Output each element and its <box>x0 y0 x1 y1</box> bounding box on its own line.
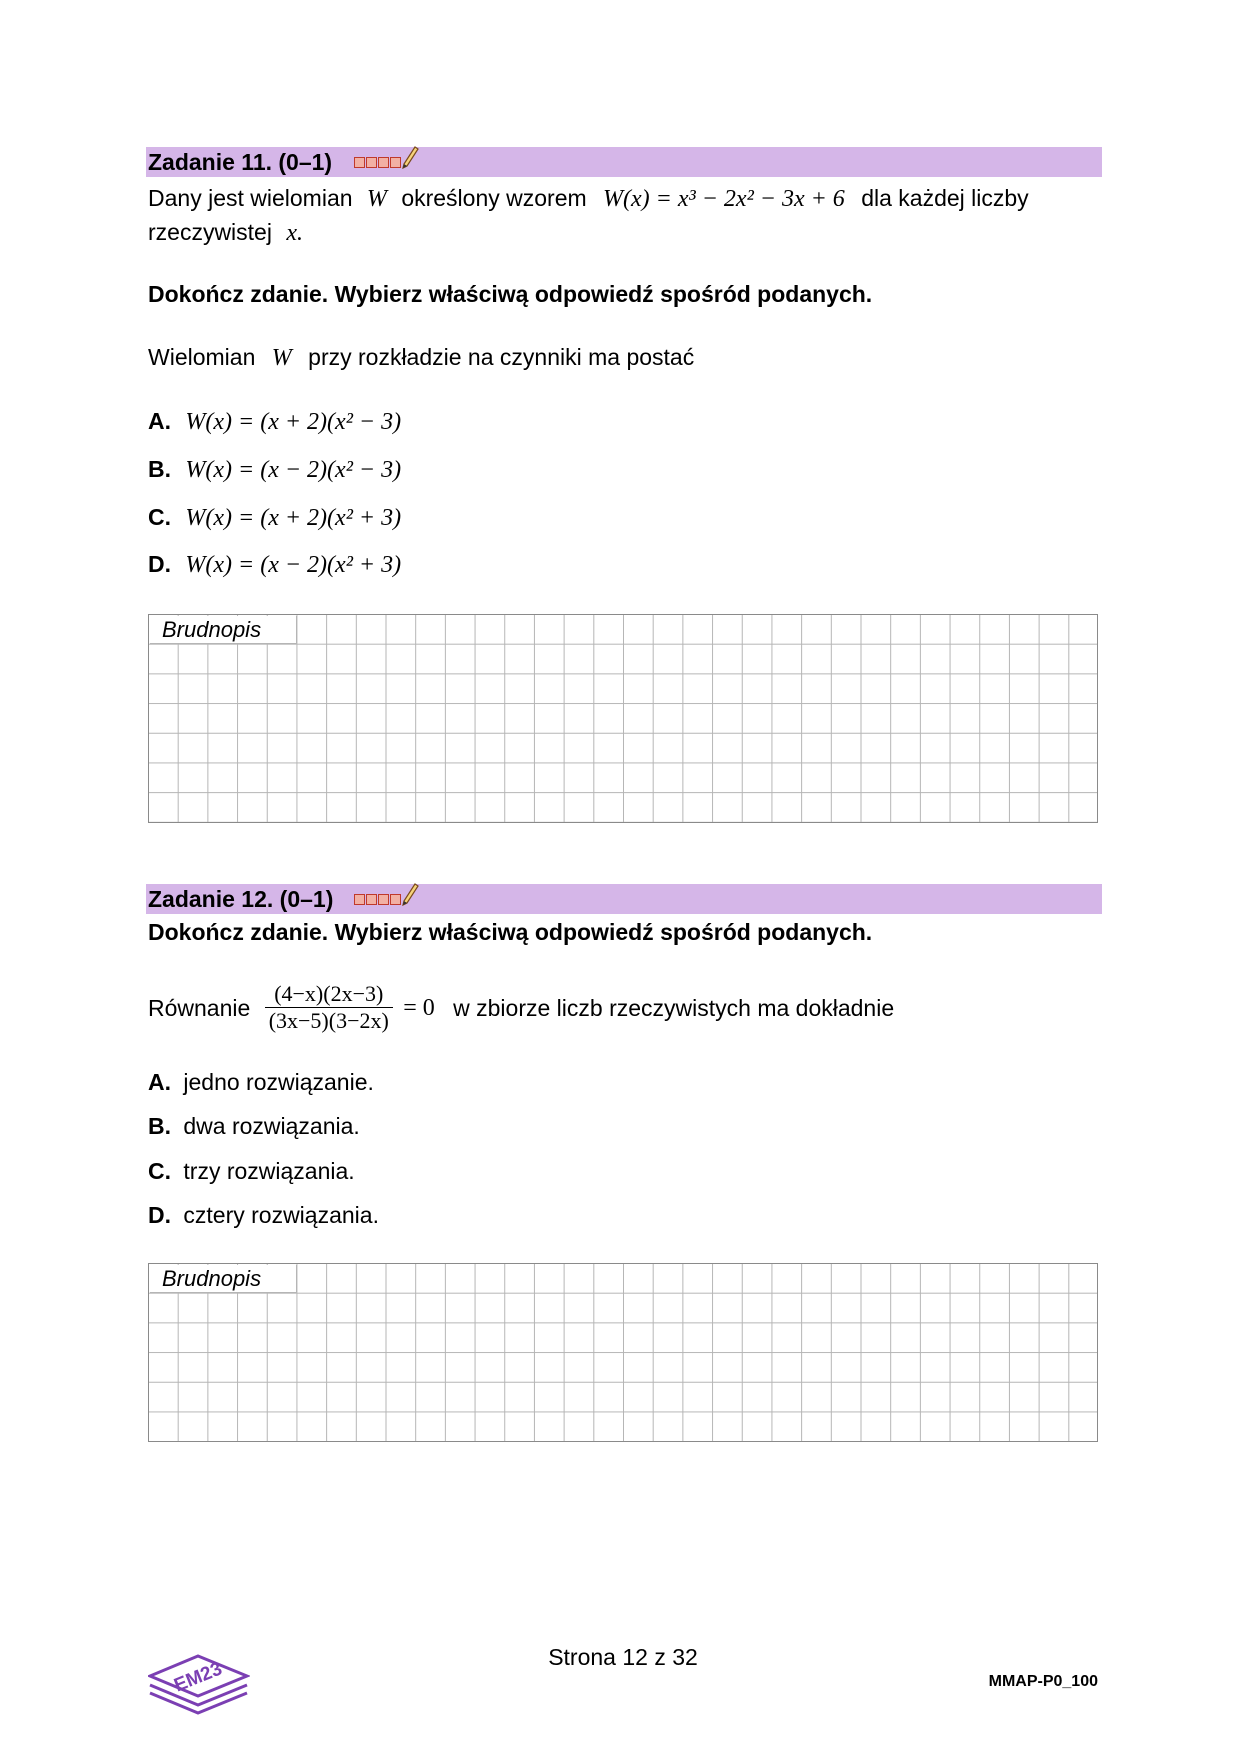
equals-zero: = 0 <box>403 994 435 1021</box>
option-text: trzy rozwiązania. <box>183 1158 355 1184</box>
stem-text-a: Równanie <box>148 994 251 1021</box>
option-letter: A. <box>148 408 171 434</box>
task-12-score-boxes <box>354 894 402 905</box>
task-11-option-c[interactable] <box>148 503 401 532</box>
intro-text-c: dla każdej liczby <box>861 185 1029 211</box>
task-11-instruction: Dokończ zdanie. Wybierz właściwą odpowiedź spośród podanych. <box>148 281 873 307</box>
task-11-option-d[interactable] <box>148 550 401 579</box>
option-letter: D. <box>148 551 171 577</box>
stem-text-b: przy rozkładzie na czynniki ma postać <box>308 344 695 370</box>
scratch-label: Brudnopis <box>150 616 297 644</box>
task-12-option-a[interactable] <box>148 1068 374 1096</box>
em23-logo <box>148 1643 250 1715</box>
symbol-w: W <box>366 186 387 212</box>
option-letter: B. <box>148 1113 171 1139</box>
task-11-header <box>146 147 1102 177</box>
option-text: W(x) = (x + 2)(x² + 3) <box>185 505 402 531</box>
task-11-intro-line1 <box>148 184 1029 213</box>
stem-text-b: w zbiorze liczb rzeczywistych ma dokładnie <box>453 994 895 1021</box>
intro-text-d: rzeczywistej <box>148 219 272 245</box>
pencil-icon <box>400 143 420 169</box>
polynomial-formula: W(x) = x³ − 2x² − 3x + 6 <box>603 186 845 212</box>
symbol-x: x. <box>286 220 304 246</box>
scratch-label: Brudnopis <box>150 1265 297 1293</box>
task-11-scratch-grid[interactable] <box>148 614 1098 823</box>
task-12-option-c[interactable] <box>148 1157 355 1185</box>
svg-text:EM23: EM23 <box>171 1658 226 1697</box>
option-letter: C. <box>148 504 171 530</box>
equation-fraction <box>265 981 393 1034</box>
fraction-numerator: (4−x)(2x−3) <box>265 981 393 1008</box>
task-11-intro-line2 <box>148 218 303 247</box>
task-12-instruction: Dokończ zdanie. Wybierz właściwą odpowiedź spośród podanych. <box>148 919 873 945</box>
task-12-header <box>146 884 1102 914</box>
stem-text-a: Wielomian <box>148 344 256 370</box>
option-text: W(x) = (x + 2)(x² − 3) <box>185 409 402 435</box>
option-letter: B. <box>148 456 171 482</box>
page-number: Strona 12 z 32 <box>548 1644 698 1670</box>
task-11-option-b[interactable] <box>148 455 401 484</box>
symbol-w: W <box>271 345 292 371</box>
option-text: W(x) = (x − 2)(x² + 3) <box>185 552 402 578</box>
task-11-stem <box>148 343 694 372</box>
task-12-stem <box>148 978 894 1034</box>
option-letter: C. <box>148 1158 171 1184</box>
fraction-denominator: (3x−5)(3−2x) <box>268 1008 389 1034</box>
intro-text-a: Dany jest wielomian <box>148 185 353 211</box>
task-11-option-a[interactable] <box>148 407 401 436</box>
task-12-option-b[interactable] <box>148 1112 360 1140</box>
intro-text-b: określony wzorem <box>401 185 587 211</box>
option-text: dwa rozwiązania. <box>183 1113 360 1139</box>
task-12-title: Zadanie 12. (0–1) <box>148 886 334 912</box>
option-text: cztery rozwiązania. <box>183 1202 379 1228</box>
task-11-score-boxes <box>354 157 402 168</box>
task-12-option-d[interactable] <box>148 1201 379 1229</box>
task-11-title: Zadanie 11. (0–1) <box>148 149 333 175</box>
option-text: jedno rozwiązanie. <box>183 1069 374 1095</box>
option-text: W(x) = (x − 2)(x² − 3) <box>185 457 402 483</box>
task-12-scratch-grid[interactable] <box>148 1263 1098 1442</box>
pencil-icon <box>400 880 420 906</box>
option-letter: A. <box>148 1069 171 1095</box>
option-letter: D. <box>148 1202 171 1228</box>
document-code: MMAP-P0_100 <box>988 1673 1098 1690</box>
